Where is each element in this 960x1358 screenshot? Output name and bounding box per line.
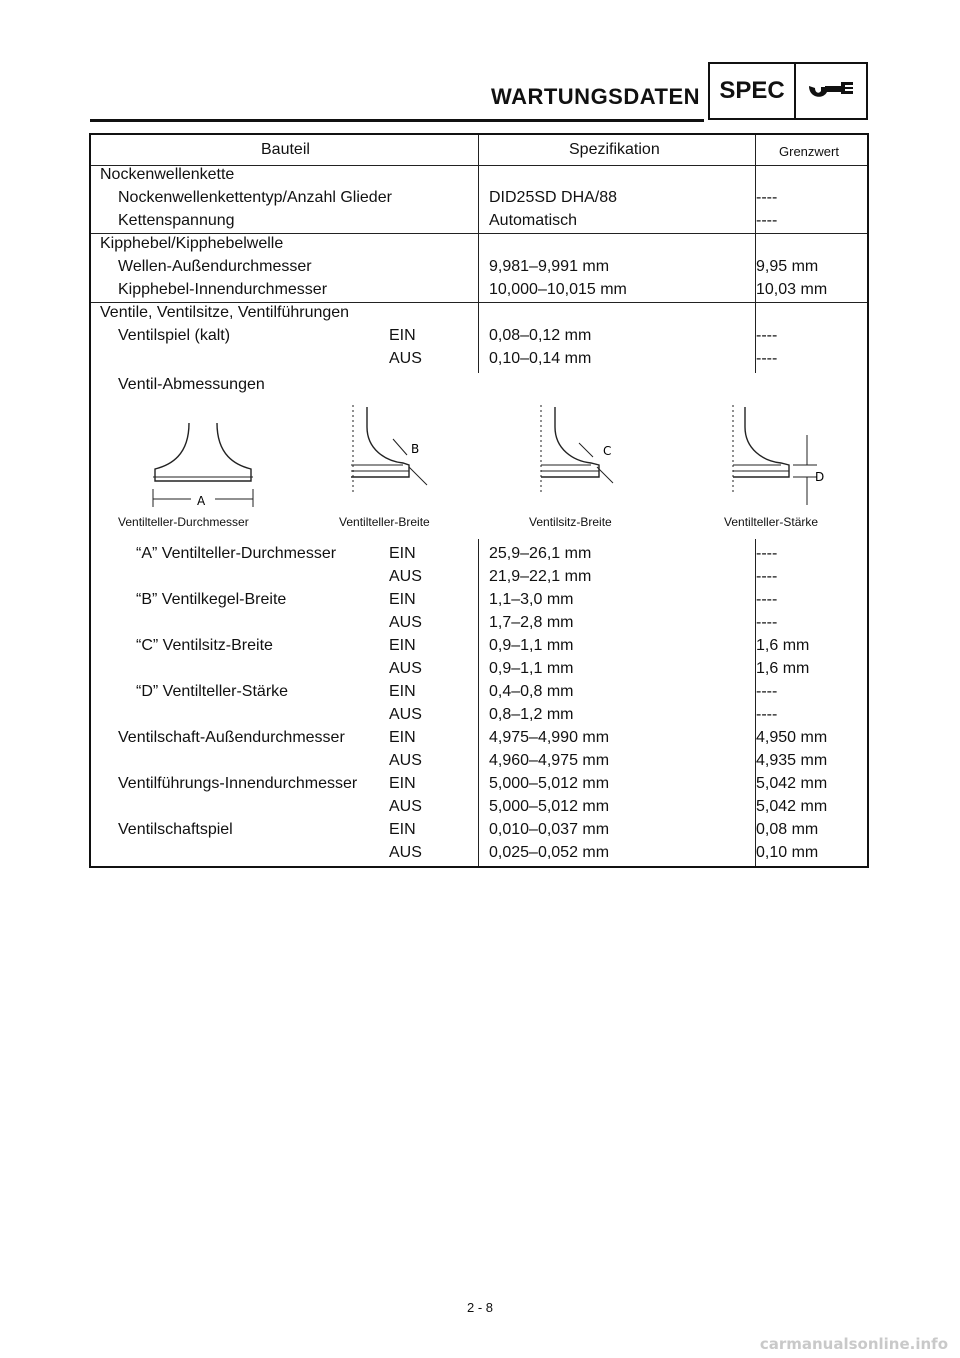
valve-diagram-c bbox=[533, 405, 643, 505]
valve-figures bbox=[91, 405, 867, 535]
figure-caption: Ventilsitz-Breite bbox=[529, 515, 612, 529]
spec-table bbox=[89, 133, 869, 868]
watermark: carmanualsonline.info bbox=[759, 1335, 948, 1353]
row-spec: 10,000–10,015 mm bbox=[489, 281, 627, 298]
row-mode: EIN bbox=[389, 637, 416, 654]
row-mode: AUS bbox=[389, 350, 422, 367]
row-mode: EIN bbox=[389, 775, 416, 792]
row-limit: 5,042 mm bbox=[756, 798, 828, 815]
valve-diagram-b bbox=[343, 405, 453, 505]
row-spec: 9,981–9,991 mm bbox=[489, 258, 610, 275]
row-label: “B” Ventilkegel-Breite bbox=[136, 591, 287, 608]
row-limit: ---- bbox=[756, 212, 778, 229]
row-mode: AUS bbox=[389, 752, 422, 769]
row-spec: 25,9–26,1 mm bbox=[489, 545, 592, 562]
row-label: Ventilschaft-Außendurchmesser bbox=[118, 729, 345, 746]
row-label: “D” Ventilteller-Stärke bbox=[136, 683, 289, 700]
row-limit: 1,6 mm bbox=[756, 660, 810, 677]
row-limit: ---- bbox=[756, 706, 778, 723]
row-limit: ---- bbox=[756, 545, 778, 562]
row-mode: AUS bbox=[389, 568, 422, 585]
column-header-limit: Grenzwert bbox=[779, 144, 839, 159]
row-limit: ---- bbox=[756, 614, 778, 631]
row-mode: AUS bbox=[389, 614, 422, 631]
section-title: Nockenwellenkette bbox=[100, 166, 235, 183]
valve-diagram-a bbox=[141, 415, 281, 515]
figure-caption: Ventilteller-Breite bbox=[339, 515, 430, 529]
row-label: Kettenspannung bbox=[118, 212, 235, 229]
row-label: Kipphebel-Innendurchmesser bbox=[118, 281, 328, 298]
row-mode: AUS bbox=[389, 798, 422, 815]
row-mode: EIN bbox=[389, 683, 416, 700]
section-title: Ventile, Ventilsitze, Ventilführungen bbox=[100, 304, 350, 321]
row-spec: 0,025–0,052 mm bbox=[489, 844, 610, 861]
row-spec: 5,000–5,012 mm bbox=[489, 775, 610, 792]
row-label: Ventilschaftspiel bbox=[118, 821, 233, 838]
caliper-wrench-icon bbox=[801, 76, 861, 106]
row-label: “C” Ventilsitz-Breite bbox=[136, 637, 273, 654]
dimension-letter: C bbox=[603, 444, 612, 458]
row-spec: 0,10–0,14 mm bbox=[489, 350, 592, 367]
column-header-spec: Spezifikation bbox=[569, 141, 660, 158]
row-label: Wellen-Außendurchmesser bbox=[118, 258, 312, 275]
section-title: Kipphebel/Kipphebelwelle bbox=[100, 235, 284, 252]
row-spec: 21,9–22,1 mm bbox=[489, 568, 592, 585]
row-label: Ventil-Abmessungen bbox=[118, 376, 265, 393]
figure-caption: Ventilteller-Durchmesser bbox=[118, 515, 249, 529]
row-limit: 0,10 mm bbox=[756, 844, 819, 861]
column-header-component: Bauteil bbox=[261, 141, 310, 158]
row-spec: 0,4–0,8 mm bbox=[489, 683, 574, 700]
row-spec: 0,8–1,2 mm bbox=[489, 706, 574, 723]
row-mode: AUS bbox=[389, 706, 422, 723]
spec-label: SPEC bbox=[710, 64, 796, 118]
dimension-letter: D bbox=[815, 470, 825, 484]
header-rule bbox=[90, 119, 704, 122]
row-spec: 1,7–2,8 mm bbox=[489, 614, 574, 631]
row-mode: AUS bbox=[389, 844, 422, 861]
row-spec: 4,975–4,990 mm bbox=[489, 729, 610, 746]
page-number: 2 - 8 bbox=[466, 1300, 493, 1315]
row-limit: ---- bbox=[756, 189, 778, 206]
row-limit: ---- bbox=[756, 683, 778, 700]
row-label: Nockenwellenkettentyp/Anzahl Glieder bbox=[118, 189, 392, 206]
row-spec: 0,08–0,12 mm bbox=[489, 327, 592, 344]
dimension-letter: A bbox=[197, 494, 206, 508]
row-spec: 0,010–0,037 mm bbox=[489, 821, 610, 838]
row-spec: 1,1–3,0 mm bbox=[489, 591, 574, 608]
row-label: Ventilspiel (kalt) bbox=[118, 327, 231, 344]
valve-diagram-d bbox=[727, 405, 847, 505]
row-limit: 4,950 mm bbox=[756, 729, 828, 746]
row-label: “A” Ventilteller-Durchmesser bbox=[136, 545, 337, 562]
row-spec: 0,9–1,1 mm bbox=[489, 660, 574, 677]
figure-caption: Ventilteller-Stärke bbox=[724, 515, 819, 529]
row-limit: 5,042 mm bbox=[756, 775, 828, 792]
spec-badge bbox=[708, 62, 868, 120]
row-limit: 9,95 mm bbox=[756, 258, 819, 275]
row-limit: ---- bbox=[756, 327, 778, 344]
row-mode: EIN bbox=[389, 729, 416, 746]
page-title: WARTUNGSDATEN bbox=[491, 84, 700, 109]
dimension-letter: B bbox=[411, 442, 420, 456]
row-spec: 5,000–5,012 mm bbox=[489, 798, 610, 815]
row-mode: EIN bbox=[389, 545, 416, 562]
row-limit: 0,08 mm bbox=[756, 821, 819, 838]
row-label: Ventilführungs-Innendurchmesser bbox=[118, 775, 358, 792]
row-limit: 4,935 mm bbox=[756, 752, 828, 769]
row-mode: EIN bbox=[389, 327, 416, 344]
row-mode: EIN bbox=[389, 821, 416, 838]
row-limit: 10,03 mm bbox=[756, 281, 828, 298]
row-spec: DID25SD DHA/88 bbox=[489, 189, 618, 206]
row-limit: ---- bbox=[756, 591, 778, 608]
column-divider bbox=[478, 135, 479, 373]
row-mode: AUS bbox=[389, 660, 422, 677]
row-limit: ---- bbox=[756, 350, 778, 367]
row-spec: 0,9–1,1 mm bbox=[489, 637, 574, 654]
row-spec: Automatisch bbox=[489, 212, 578, 229]
row-limit: 1,6 mm bbox=[756, 637, 810, 654]
row-limit: ---- bbox=[756, 568, 778, 585]
row-spec: 4,960–4,975 mm bbox=[489, 752, 610, 769]
row-mode: EIN bbox=[389, 591, 416, 608]
column-divider bbox=[478, 539, 479, 866]
